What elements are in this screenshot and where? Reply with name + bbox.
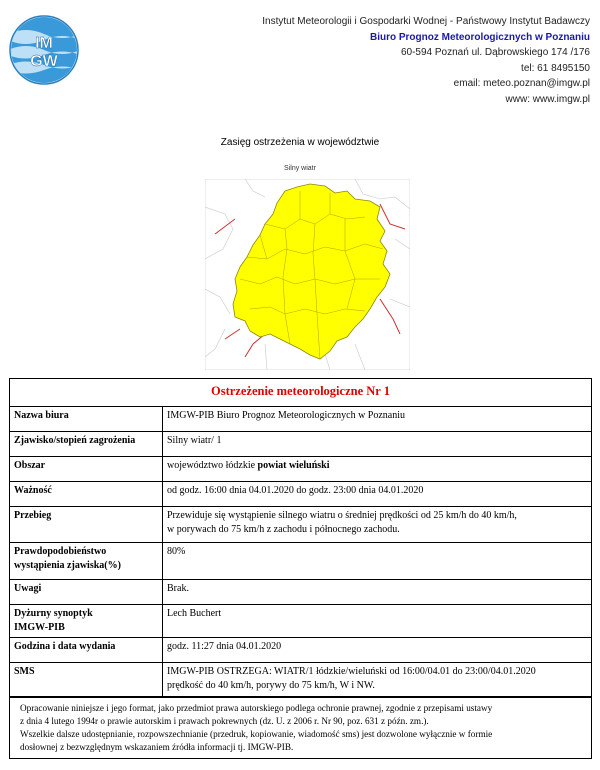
issued-label: Godzina i data wydania [10,638,163,663]
copyright-line-4: dosłownej z bezwzględnym wskazaniem źródła informacji tj. IMGW-PIB. [20,741,294,752]
map-subtitle: Silny wiatr [284,165,316,172]
probability-label [10,543,163,580]
warning-title: Ostrzeżenie meteorologiczne Nr 1 [10,379,592,407]
sms-line-1: IMGW-PIB OSTRZEGA: WIATR/1 łódzkie/wieluński od 16:00/04.01 do 23:00/04.01.2020 [167,666,536,677]
synoptic-label-line-1: Dyżurny synoptyk [14,608,93,619]
email-link[interactable]: email: meteo.poznan@imgw.pl [453,78,590,89]
area-label: Obszar [10,457,163,482]
warning-area-map [205,179,410,370]
sms-line-2: prędkość do 40 km/h, porywy do 75 km/h, W i NW. [167,680,375,691]
imgw-logo [8,10,80,90]
sms-value [163,663,592,697]
copyright-line-2: z dnia 4 lutego 1994r o prawie autorskim i prawach pokrewnych (dz. U. z 2006 r. Nr 90, poz. 631 z późn. zm.). [20,715,429,726]
probability-label-line-1: Prawdopodobieństwo [14,546,107,557]
logo-text-top: IM [35,35,53,52]
course-value [163,507,592,543]
copyright-notice [10,697,592,759]
area-value [163,457,592,482]
synoptic-label [10,605,163,638]
course-line-1: Przewiduje się wystąpienie silnego wiatru o średniej prędkości od 25 km/h do 40 km/h, [167,510,517,521]
course-line-2: w porywach do 75 km/h z zachodu i północnego zachodu. [167,524,400,535]
header-contact [170,14,590,107]
office-label: Nazwa biura [10,407,163,432]
remarks-value: Brak. [163,580,592,605]
copyright-line-1: Opracowanie niniejsze i jego format, jako przedmiot prawa autorskiego podlega ochronie prawnej, zgodnie z przepisami ustawy [20,702,493,713]
phenomenon-label: Zjawisko/stopień zagrożenia [10,432,163,457]
office-value: IMGW-PIB Biuro Prognoz Meteorologicznych w Poznaniu [163,407,592,432]
synoptic-label-line-2: IMGW-PIB [14,622,65,633]
course-label: Przebieg [10,507,163,543]
area-county: powiat wieluński [257,460,330,471]
sms-label: SMS [10,663,163,697]
copyright-line-3: Wszelkie dalsze udostępnianie, rozpowszechnianie (przedruk, kopiowanie, wiadomość sms) jest dozwolone wyłącznie w formie [20,728,493,739]
synoptic-value: Lech Buchert [163,605,592,638]
probability-value: 80% [163,543,592,580]
website-link[interactable]: www: www.imgw.pl [505,93,590,105]
validity-label: Ważność [10,482,163,507]
probability-label-line-2: wystąpienia zjawiska(%) [14,560,121,571]
phenomenon-value: Silny wiatr/ 1 [163,432,592,457]
issued-value: godz. 11:27 dnia 04.01.2020 [163,638,592,663]
warning-table [9,378,592,759]
map-title: Zasięg ostrzeżenia w województwie [220,137,380,148]
validity-value: od godz. 16:00 dnia 04.01.2020 do godz. 23:00 dnia 04.01.2020 [163,482,592,507]
area-voivodeship: województwo łódzkie [167,460,256,471]
institute-name: Instytut Meteorologii i Gospodarki Wodnej - Państwowy Instytut Badawczy [262,16,590,27]
logo-text-bottom: GW [30,53,58,70]
bureau-name: Biuro Prognoz Meteorologicznych w Poznaniu [369,31,590,43]
remarks-label: Uwagi [10,580,163,605]
address: 60-594 Poznań ul. Dąbrowskiego 174 /176 [400,47,590,58]
phone: tel: 61 8495150 [521,62,590,74]
